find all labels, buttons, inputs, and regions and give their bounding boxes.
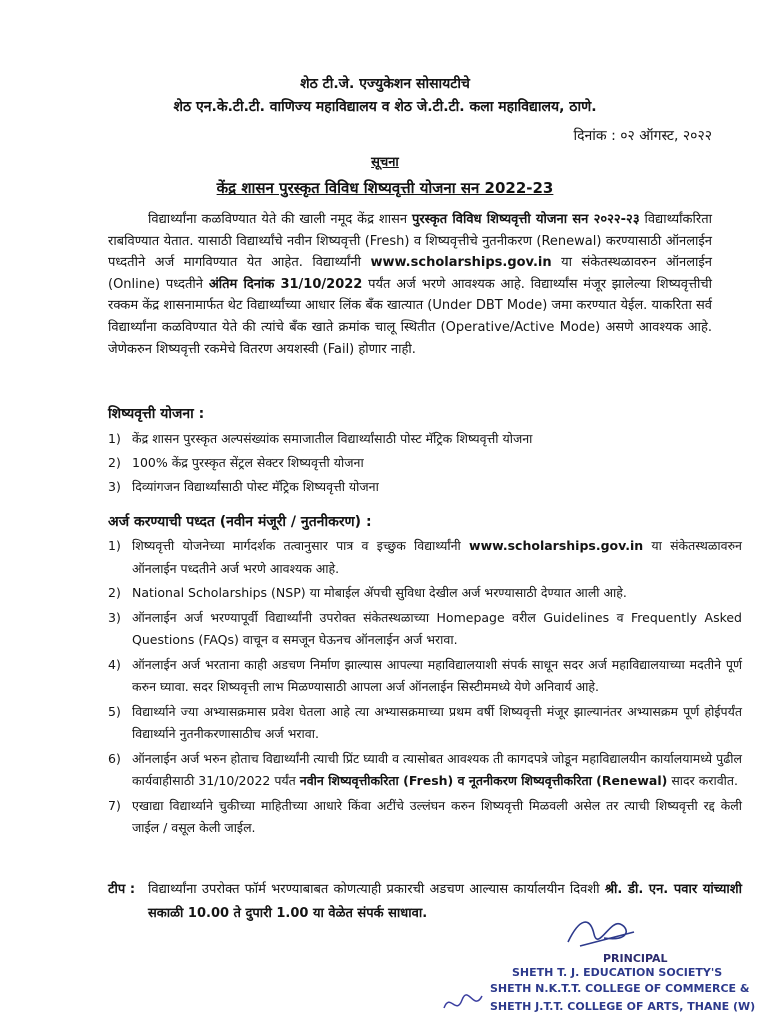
principal-signature-icon [560,912,640,950]
handwritten-signature-icon [440,986,486,1020]
procedure-heading: अर्ज करण्याची पध्दत (नवीन मंजूरी / नुतनीकरण) : [108,514,372,530]
intro-text-3: या संकेतस्थळावरुन ऑनलाईन (Online) पध्दतीने [108,255,713,292]
stamp-line: SHETH N.K.T.T. COLLEGE OF COMMERCE & [490,982,750,995]
list-item-number: 3) [108,609,121,625]
list-item [108,535,742,580]
list-item-number: 7) [108,797,121,813]
list-item-number: 6) [108,750,121,766]
list-item-text: दिव्यांगजन विद्यार्थ्यांसाठी पोस्ट मॅट्रिक शिष्यवृत्ती योजना [132,479,379,494]
schemes-list [108,427,742,499]
intro-text-4: पर्यंत अर्ज भरणे आवश्यक आहे. विद्यार्थ्यांस मंजूर झालेल्या शिष्यवृत्तीची रक्कम केंद्र शासनामार्फत थेट विद्यार्थ्यांच्या आधार लिंक बँक खात्यात (Under DBT Mode) जमा करण्यात येईल. याकरिता सर्व विद्यार्थ्यांना कळविण्यात येते की त्यांचे बँक खाते क्रमांक चालू स्थितीत (Operative/Active Mode) असणे आवश्यक आहे. जेणेकरुन शिष्यवृत्ती रकमेचे वितरण अयशस्वी (Fail) होणार नाही. [108,276,713,357]
note-contact-line: श्री. डी. एन. पवार यांच्याशी सकाळी 10.00 ते दुपारी 1.00 या वेळेत संपर्क साधावा. [148,882,743,921]
procedure-website-link: www.scholarships.gov.in [469,538,644,553]
list-item [108,701,742,746]
intro-scheme-name: पुरस्कृत विविध शिष्यवृत्ती योजना सन २०२२-२३ [411,212,640,227]
list-item [108,582,742,605]
stamp-line: SHETH J.T.T. COLLEGE OF ARTS, THANE (W) [490,1000,756,1013]
list-item-text: केंद्र शासन पुरस्कृत अल्पसंख्यांक समाजातील विद्यार्थ्यांसाठी पोस्ट मॅट्रिक शिष्यवृत्ती योजना [132,431,533,446]
procedure-text: ऑनलाईन अर्ज भरुन होताच विद्यार्थ्यांनी त्याची प्रिंट घ्यावी व त्यासोबत आवश्यक ती कागदपत्रे जोडून महाविद्यालयीन कार्यालयामध्ये पुढील कार्यवाहीसाठी 31/10/2022 पर्यंत [132,750,742,788]
list-item [108,475,742,499]
list-item-text: 100% केंद्र पुरस्कृत सेंट्रल सेक्टर शिष्यवृत्ती योजना [132,455,364,470]
list-item-number: 2) [108,455,121,470]
schemes-heading: शिष्यवृत्ती योजना : [108,406,205,422]
list-item-number: 1) [108,538,121,553]
list-item-text: एखाद्या विद्यार्थ्याने चुकीच्या माहितीच्या आधारे किंवा अटींचे उल्लंघन करुन शिष्यवृत्ती मिळवली असेल तर त्याची शिष्यवृत्ती रद्द केली जाईल / वसूल केली जाईल. [132,797,742,835]
list-item-number: 2) [108,585,121,600]
procedure-list [108,535,742,842]
procedure-text: सादर करावीत. [671,773,738,788]
intro-paragraph [108,209,712,360]
college-stamp [440,960,770,1024]
list-item-text [132,535,742,580]
list-item [108,795,742,840]
procedure-text: शिष्यवृत्ती योजनेच्या मार्गदर्शक तत्वानुसार पात्र व इच्छुक विद्यार्थ्यांनी [132,538,461,553]
notice-date: दिनांक : ०२ ऑगस्ट, २०२२ [573,128,712,144]
list-item-number: 1) [108,431,121,446]
list-item-number: 3) [108,479,121,494]
intro-website-link: www.scholarships.gov.in [370,255,552,271]
list-item-text: National Scholarships (NSP) या मोबाईल ॲपची सुविधा देखील अर्ज भरण्यासाठी देण्यात आली आहे. [132,585,627,600]
list-item-text [132,748,742,793]
list-item-number: 5) [108,703,121,719]
principal-label: PRINCIPAL [603,952,668,965]
intro-text-1: विद्यार्थ्यांना कळविण्यात येते की खाली नमूद केंद्र शासन [148,212,408,227]
college-name: शेठ एन.के.टी.टी. वाणिज्य महाविद्यालय व शेठ जे.टी.टी. कला महाविद्यालय, ठाणे. [173,99,597,115]
notice-label: सूचना [371,155,399,170]
list-item [108,654,742,699]
note-block [108,878,742,926]
procedure-text: या संकेतस्थळावरुन ऑनलाईन पध्दतीने अर्ज भरणे आवश्यक आहे. [132,538,742,576]
list-item [108,748,742,793]
intro-deadline: अंतिम दिनांक 31/10/2022 [208,276,363,292]
note-text-line: विद्यार्थ्यांना उपरोक्त फॉर्म भरण्याबाबत कोणत्याही प्रकारची अडचण आल्यास कार्यालयीन दिवशी [148,882,600,897]
list-item-text: ऑनलाईन अर्ज भरताना काही अडचण निर्माण झाल्यास आपल्या महाविद्यालयाशी संपर्क साधून सदर अर्ज महाविद्यालयाच्या मदतीने पूर्ण करुन घ्यावा. सदर शिष्यवृत्ती लाभ मिळण्यासाठी आपला अर्ज ऑनलाईन सिस्टीममध्ये येणे अनिवार्य आहे. [132,656,742,694]
list-item [108,451,742,475]
list-item-text: ऑनलाईन अर्ज भरण्यापूर्वी विद्यार्थ्यांनी उपरोक्त संकेतस्थळाच्या Homepage वरील Guidelines व Frequently Asked Questions (FAQs) वाचून व समजून घेऊनच ऑनलाईन अर्ज भरावा. [132,609,742,647]
note-label: टीप : [108,882,136,897]
intro-text-2: विद्यार्थ्यांकरिता राबविण्यात येतात. यासाठी विद्यार्थ्यांचे नवीन शिष्यवृत्ती (Fresh) व शिष्यवृत्तीचे नुतनीकरण (Renewal) करण्यासाठी ऑनलाईन पध्दतीने अर्ज मागविण्यात येत आहेत. विद्यार्थ्यांनी [108,212,712,271]
list-item [108,607,742,652]
note-text [148,878,742,926]
list-item-number: 4) [108,656,121,672]
list-item-text: विद्यार्थ्याने ज्या अभ्यासक्रमास प्रवेश घेतला आहे त्या अभ्यासक्रमाच्या प्रथम वर्षी शिष्यवृत्ती मंजूर झाल्यानंतर अभ्यासक्रम पूर्ण होईपर्यंत विद्यार्थ्याने नुतनीकरणासाठीच अर्ज भरावा. [132,703,742,741]
stamp-line: SHETH T. J. EDUCATION SOCIETY'S [512,966,723,979]
notice-title: केंद्र शासन पुरस्कृत विविध शिष्यवृत्ती योजना सन 2022-23 [216,179,554,197]
procedure-bold-text: नवीन शिष्यवृत्तीकरिता (Fresh) व नूतनीकरण शिष्यवृत्तीकरिता (Renewal) [299,773,668,788]
society-name: शेठ टी.जे. एज्युकेशन सोसायटीचे [300,76,470,92]
list-item [108,427,742,451]
